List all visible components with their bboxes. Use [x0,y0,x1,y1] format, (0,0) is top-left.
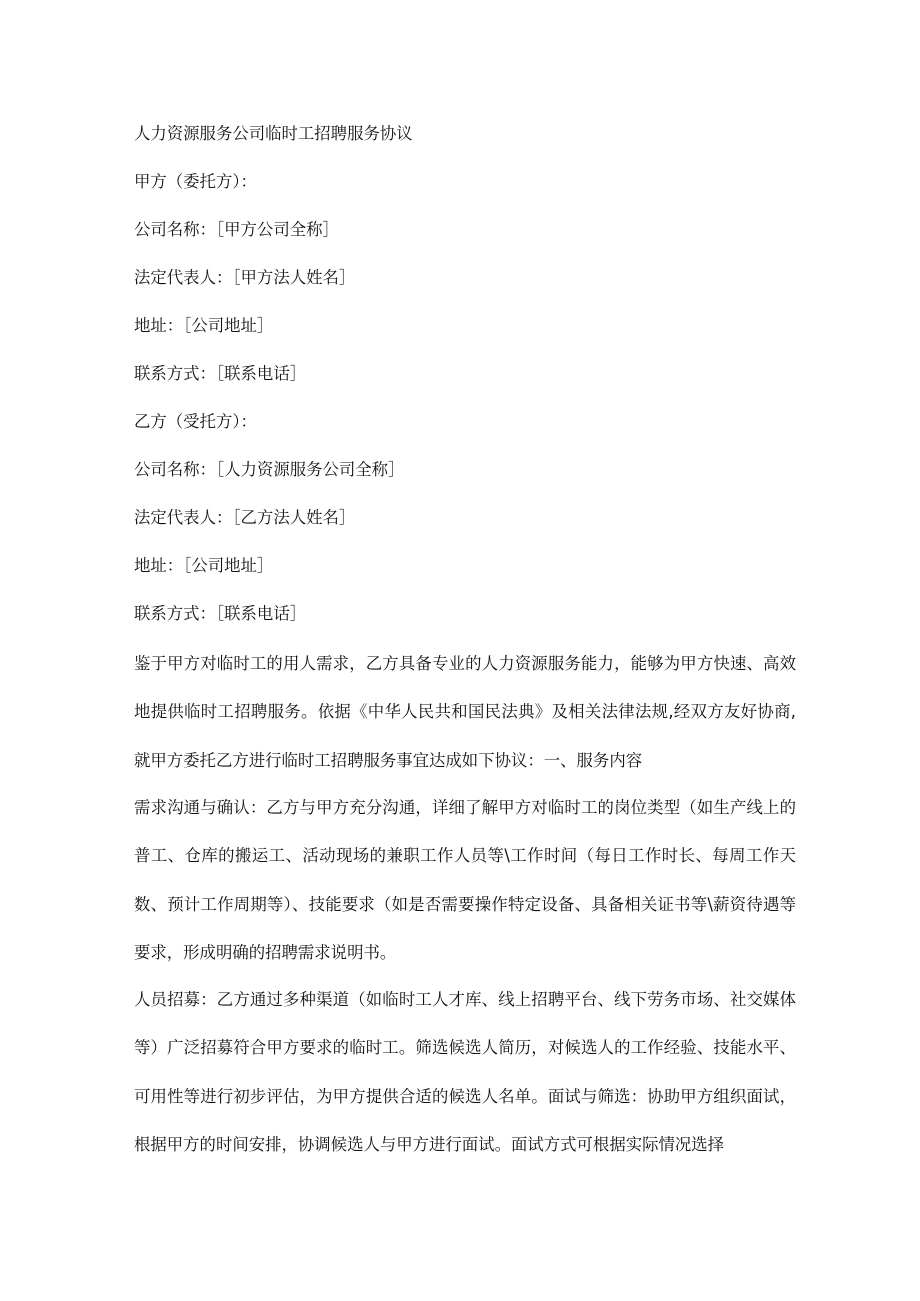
recruitment-paragraph: 人员招募：乙方通过多种渠道（如临时工人才库、线上招聘平台、线下劳务市场、社交媒体等）广泛招募符合甲方要求的临时工。筛选候选人简历，对候选人的工作经验、技能水平、可用性等进行初步评估，为甲方提供合适的候选人名单。面试与筛选：协助甲方组织面试，根据甲方的时间安排，协调候选人与甲方进行面试。面试方式可根据实际情况选择 [134,990,796,1154]
party-a-contact: 联系方式：［联系电话］ [134,364,307,383]
party-b-heading: 乙方（受托方）： [134,412,257,431]
party-a-heading: 甲方（委托方）： [134,172,257,191]
party-b-company: 公司名称：［人力资源服务公司全称］ [134,460,405,479]
document-title: 人力资源服务公司临时工招聘服务协议 [134,124,413,143]
requirements-paragraph: 需求沟通与确认：乙方与甲方充分沟通，详细了解甲方对临时工的岗位类型（如生产线上的普工、仓库的搬运工、活动现场的兼职工作人员等\工作时间（每日工作时长、每周工作天数、预计工作周期等）、技能要求（如是否需要操作特定设备、具备相关证书等\薪资待遇等要求，形成明确的招聘需求说明书。 [134,798,796,962]
party-a-address: 地址：［公司地址］ [134,316,274,335]
preamble-paragraph: 鉴于甲方对临时工的用人需求，乙方具备专业的人力资源服务能力，能够为甲方快速、高效地提供临时工招聘服务。依据《中华人民共和国民法典》及相关法律法规,经双方友好协商,就甲方委托乙方进行临时工招聘服务事宜达成如下协议：一、服务内容 [134,654,796,770]
party-a-legal-rep: 法定代表人：［甲方法人姓名］ [134,268,356,287]
party-b-contact: 联系方式：［联系电话］ [134,604,307,623]
party-a-company: 公司名称：［甲方公司全称］ [134,220,339,239]
party-b-legal-rep: 法定代表人：［乙方法人姓名］ [134,508,356,527]
party-b-address: 地址：［公司地址］ [134,556,274,575]
